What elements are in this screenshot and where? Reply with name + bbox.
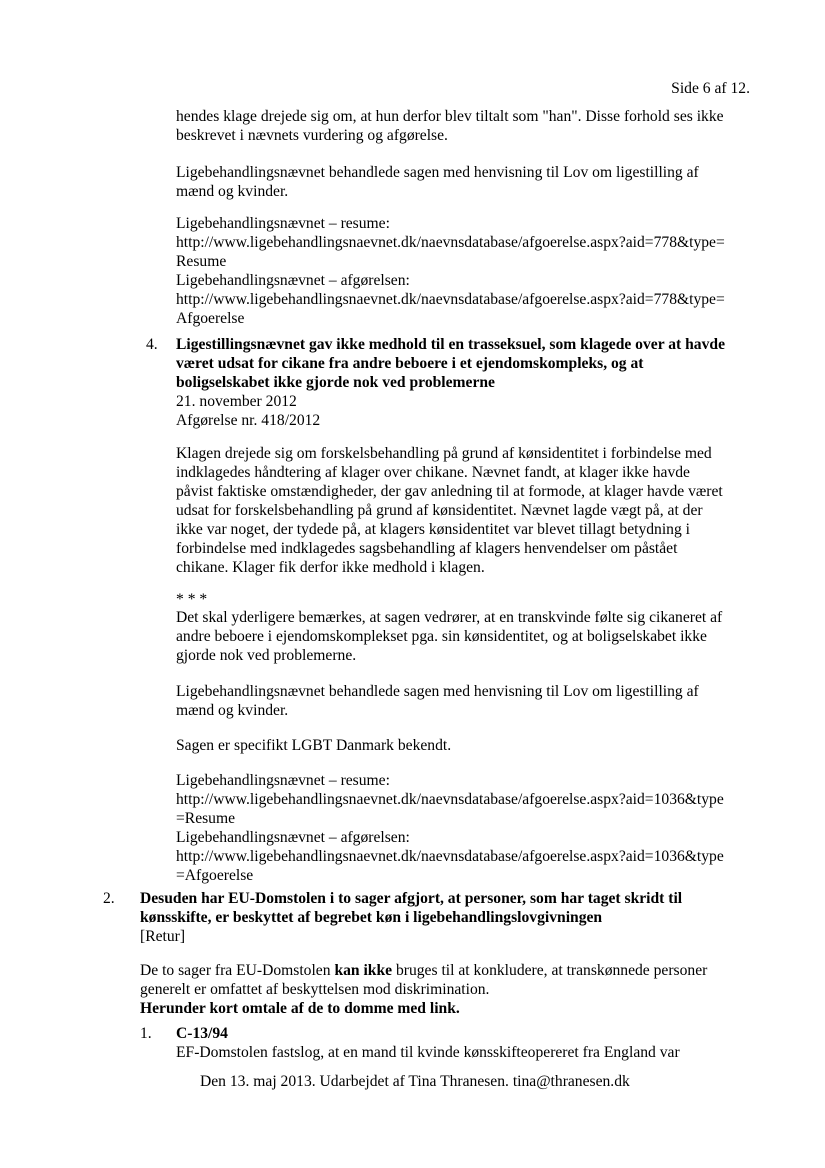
- item-number: 2.: [103, 890, 115, 907]
- page-number: Side 6 af 12.: [671, 80, 750, 97]
- title-line: Ligestillingsnævnet gav ikke medhold til en trasseksuel, som klagede over at havde: [176, 336, 725, 353]
- text-line: forbindelse med indklagedes sagsbehandling af klagers henvendelser om påstået: [176, 540, 678, 557]
- url-link[interactable]: http://www.ligebehandlingsnaevnet.dk/naevnsdatabase/afgoerelse.aspx?aid=1036&type: [176, 791, 724, 808]
- item4-law: [176, 682, 766, 720]
- herunder-heading: Herunder kort omtale af de to domme med link.: [140, 1000, 460, 1017]
- text-line: ikke var noget, der tydede på, at klagers kønsidentitet var blevet tillagt betydning i: [176, 521, 691, 538]
- item2-title: [140, 889, 770, 946]
- text-line: mænd og kvinder.: [176, 183, 289, 200]
- text-line: Det skal yderligere bemærkes, at sagen vedrører, at en transkvinde følte sig cikaneret af: [176, 609, 723, 626]
- text-line: påvist faktiske omstændigheder, der gav anledning til at formode, at klager havde været: [176, 483, 723, 500]
- text-line: generelt er omfattet af beskyttelsen mod diskrimination.: [140, 981, 490, 998]
- text-span: bruges til at konkludere, at transkønnede personer: [392, 962, 708, 979]
- text-span: De to sager fra EU-Domstolen: [140, 962, 335, 979]
- intro-links: [176, 214, 766, 328]
- decision-date: 21. november 2012: [176, 393, 297, 410]
- url-link[interactable]: Resume: [176, 253, 227, 270]
- link-label: Ligebehandlingsnævnet – afgørelsen:: [176, 829, 410, 846]
- url-link[interactable]: http://www.ligebehandlingsnaevnet.dk/naevnsdatabase/afgoerelse.aspx?aid=1036&type: [176, 848, 724, 865]
- text-line: Ligebehandlingsnævnet behandlede sagen med henvisning til Lov om ligestilling af: [176, 164, 699, 181]
- sub-item: [176, 1024, 766, 1062]
- item4-body: [176, 444, 766, 577]
- url-link[interactable]: http://www.ligebehandlingsnaevnet.dk/naevnsdatabase/afgoerelse.aspx?aid=778&type=: [176, 234, 725, 251]
- text-line: mænd og kvinder.: [176, 702, 289, 719]
- url-link[interactable]: =Resume: [176, 810, 236, 827]
- item4-lgbt: Sagen er specifikt LGBT Danmark bekendt.: [176, 737, 452, 754]
- intro-paragraph-1: [176, 107, 766, 145]
- text-line: EF-Domstolen fastslog, at en mand til kvinde kønsskifteopereret fra England var: [176, 1044, 680, 1061]
- intro-paragraph-2: [176, 163, 766, 201]
- title-line: været udsat for cikane fra andre beboere i et ejendomskompleks, og at: [176, 355, 644, 372]
- text-line: beskrevet i nævnets vurdering og afgørelse.: [176, 127, 448, 144]
- title-line: Desuden har EU-Domstolen i to sager afgjort, at personer, som har taget skridt til: [140, 890, 683, 907]
- url-link[interactable]: http://www.ligebehandlingsnaevnet.dk/naevnsdatabase/afgoerelse.aspx?aid=778&type=: [176, 291, 725, 308]
- retur-link[interactable]: [Retur]: [140, 928, 186, 945]
- separator-stars: * * *: [176, 591, 208, 608]
- url-link[interactable]: Afgoerelse: [176, 310, 245, 327]
- decision-number: Afgørelse nr. 418/2012: [176, 412, 321, 429]
- title-line: boligselskabet ikke gjorde nok ved problemerne: [176, 374, 495, 391]
- item2-body: [140, 961, 770, 1018]
- page-footer: Den 13. maj 2013. Udarbejdet af Tina Thranesen. tina@thranesen.dk: [200, 1073, 630, 1090]
- text-line: Ligebehandlingsnævnet behandlede sagen med henvisning til Lov om ligestilling af: [176, 683, 699, 700]
- emphasis: kan ikke: [334, 962, 393, 979]
- link-label: Ligebehandlingsnævnet – afgørelsen:: [176, 272, 410, 289]
- text-line: indklagedes håndtering af klager over chikane. Nævnet fandt, at klager ikke havde: [176, 464, 690, 481]
- case-number: C-13/94: [176, 1025, 228, 1042]
- link-label: Ligebehandlingsnævnet – resume:: [176, 772, 390, 789]
- item4-title: [176, 335, 766, 430]
- text-line: andre beboere i ejendomskomplekset pga. sin kønsidentitet, og at boligselskabet ikke: [176, 628, 707, 645]
- text-line: gjorde nok ved problemerne.: [176, 647, 357, 664]
- item4-note: [176, 608, 766, 665]
- title-line: kønsskifte, er beskyttet af begrebet køn i ligebehandlingslovgivningen: [140, 909, 603, 926]
- text-line: udsat for forskelsbehandling på grund af kønsidentitet. Nævnet lagde vægt på, at der: [176, 502, 703, 519]
- url-link[interactable]: =Afgoerelse: [176, 867, 254, 884]
- link-label: Ligebehandlingsnævnet – resume:: [176, 215, 390, 232]
- text-line: chikane. Klager fik derfor ikke medhold i klagen.: [176, 559, 485, 576]
- text-line: hendes klage drejede sig om, at hun derfor blev tiltalt som "han". Disse forhold ses ikke: [176, 108, 724, 125]
- text-line: Klagen drejede sig om forskelsbehandling på grund af kønsidentitet i forbindelse med: [176, 445, 712, 462]
- sub-item-number: 1.: [140, 1025, 152, 1042]
- item4-links: [176, 771, 766, 885]
- item-number: 4.: [146, 336, 158, 353]
